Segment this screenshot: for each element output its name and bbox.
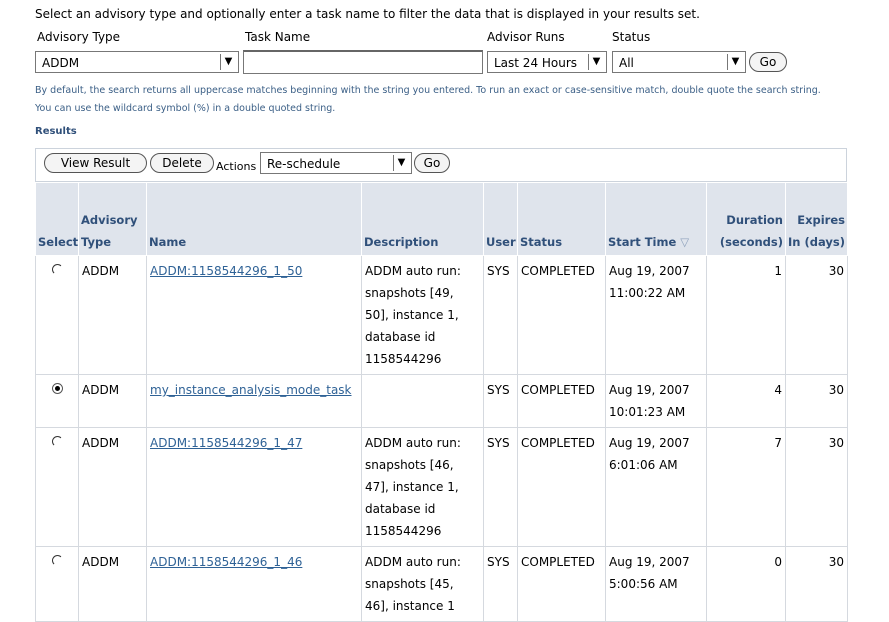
status-value: All — [619, 56, 634, 70]
sort-descending-icon: ▽ — [680, 235, 690, 249]
actions-go-button[interactable]: Go — [414, 153, 450, 173]
status-label: Status — [612, 30, 651, 44]
advisor-runs-label: Advisor Runs — [487, 30, 565, 44]
cell-user: SYS — [484, 256, 518, 375]
select-radio[interactable] — [36, 428, 79, 547]
cell-duration: 1 — [707, 256, 786, 375]
status-select[interactable] — [612, 51, 746, 73]
cell-type: ADDM — [79, 428, 147, 547]
delete-button[interactable]: Delete — [150, 153, 214, 173]
cell-expires: 30 — [786, 547, 848, 622]
cell-name — [147, 256, 362, 375]
cell-description: ADDM auto run: snapshots [46, 47], instance 1, database id 1158544296 — [362, 428, 484, 547]
col-select: Select — [36, 183, 79, 256]
cell-type: ADDM — [79, 256, 147, 375]
col-status: Status — [518, 183, 606, 256]
task-name-link[interactable]: ADDM:1158544296_1_46 — [150, 555, 303, 569]
select-radio[interactable] — [52, 383, 63, 394]
cell-status: COMPLETED — [518, 547, 606, 622]
cell-duration: 7 — [707, 428, 786, 547]
cell-description: ADDM auto run: snapshots [45, 46], instance 1 — [362, 547, 484, 622]
view-result-button[interactable]: View Result — [44, 153, 147, 173]
cell-user: SYS — [484, 375, 518, 428]
cell-name — [147, 428, 362, 547]
advisor-runs-select[interactable] — [487, 51, 607, 73]
advisory-type-value: ADDM — [42, 56, 80, 70]
select-radio[interactable] — [52, 555, 63, 566]
task-name-input[interactable] — [243, 50, 483, 74]
col-advisory-type: Advisory Type — [79, 183, 147, 256]
task-name-link[interactable]: ADDM:1158544296_1_47 — [150, 436, 303, 450]
results-table — [35, 182, 848, 622]
cell-status: COMPLETED — [518, 428, 606, 547]
cell-status: COMPLETED — [518, 256, 606, 375]
chevron-down-icon: ▼ — [393, 155, 409, 171]
col-user: User — [484, 183, 518, 256]
table-row — [36, 375, 848, 428]
intro-text: Select an advisory type and optionally enter a task name to filter the data that is displayed in your results set. — [35, 7, 700, 21]
select-radio[interactable] — [52, 436, 63, 447]
select-radio[interactable] — [36, 547, 79, 622]
actions-label: Actions — [216, 160, 257, 173]
cell-description — [362, 375, 484, 428]
results-heading: Results — [35, 126, 77, 137]
cell-expires: 30 — [786, 256, 848, 375]
chevron-down-icon: ▼ — [220, 54, 236, 70]
cell-duration: 4 — [707, 375, 786, 428]
col-name: Name — [147, 183, 362, 256]
advisory-type-label: Advisory Type — [37, 30, 121, 44]
cell-description: ADDM auto run: snapshots [49, 50], instance 1, database id 1158544296 — [362, 256, 484, 375]
cell-status: COMPLETED — [518, 375, 606, 428]
col-duration: Duration (seconds) — [707, 183, 786, 256]
table-row — [36, 428, 848, 547]
cell-user: SYS — [484, 428, 518, 547]
advisory-type-select[interactable] — [35, 51, 239, 73]
task-name-link[interactable]: ADDM:1158544296_1_50 — [150, 264, 303, 278]
start-time-label: Start Time — [608, 235, 677, 249]
actions-value: Re-schedule — [267, 157, 341, 171]
select-radio[interactable] — [36, 375, 79, 428]
search-hint: By default, the search returns all uppercase matches beginning with the string you entered. To run an exact or case-sensitive match, double quote the search string. You can use the wildcard symbol (%) in a double quoted string. — [35, 85, 821, 114]
search-go-button[interactable]: Go — [749, 52, 787, 72]
cell-start-time: Aug 19, 2007 10:01:23 AM — [606, 375, 707, 428]
cell-start-time: Aug 19, 2007 11:00:22 AM — [606, 256, 707, 375]
cell-type: ADDM — [79, 547, 147, 622]
col-expires: Expires In (days) — [786, 183, 848, 256]
task-name-link[interactable]: my_instance_analysis_mode_task — [150, 383, 352, 397]
select-radio[interactable] — [52, 264, 63, 275]
cell-user: SYS — [484, 547, 518, 622]
cell-duration: 0 — [707, 547, 786, 622]
cell-name — [147, 375, 362, 428]
cell-start-time: Aug 19, 2007 5:00:56 AM — [606, 547, 707, 622]
col-description: Description — [362, 183, 484, 256]
cell-start-time: Aug 19, 2007 6:01:06 AM — [606, 428, 707, 547]
task-name-label: Task Name — [245, 30, 311, 44]
cell-type: ADDM — [79, 375, 147, 428]
cell-expires: 30 — [786, 428, 848, 547]
table-row — [36, 547, 848, 622]
table-header-row — [36, 183, 848, 256]
table-row — [36, 256, 848, 375]
select-radio[interactable] — [36, 256, 79, 375]
col-start-time[interactable] — [606, 183, 707, 256]
actions-select[interactable] — [260, 152, 412, 174]
advisor-runs-value: Last 24 Hours — [494, 56, 578, 70]
chevron-down-icon: ▼ — [727, 54, 743, 70]
cell-expires: 30 — [786, 375, 848, 428]
chevron-down-icon: ▼ — [588, 54, 604, 70]
cell-name — [147, 547, 362, 622]
